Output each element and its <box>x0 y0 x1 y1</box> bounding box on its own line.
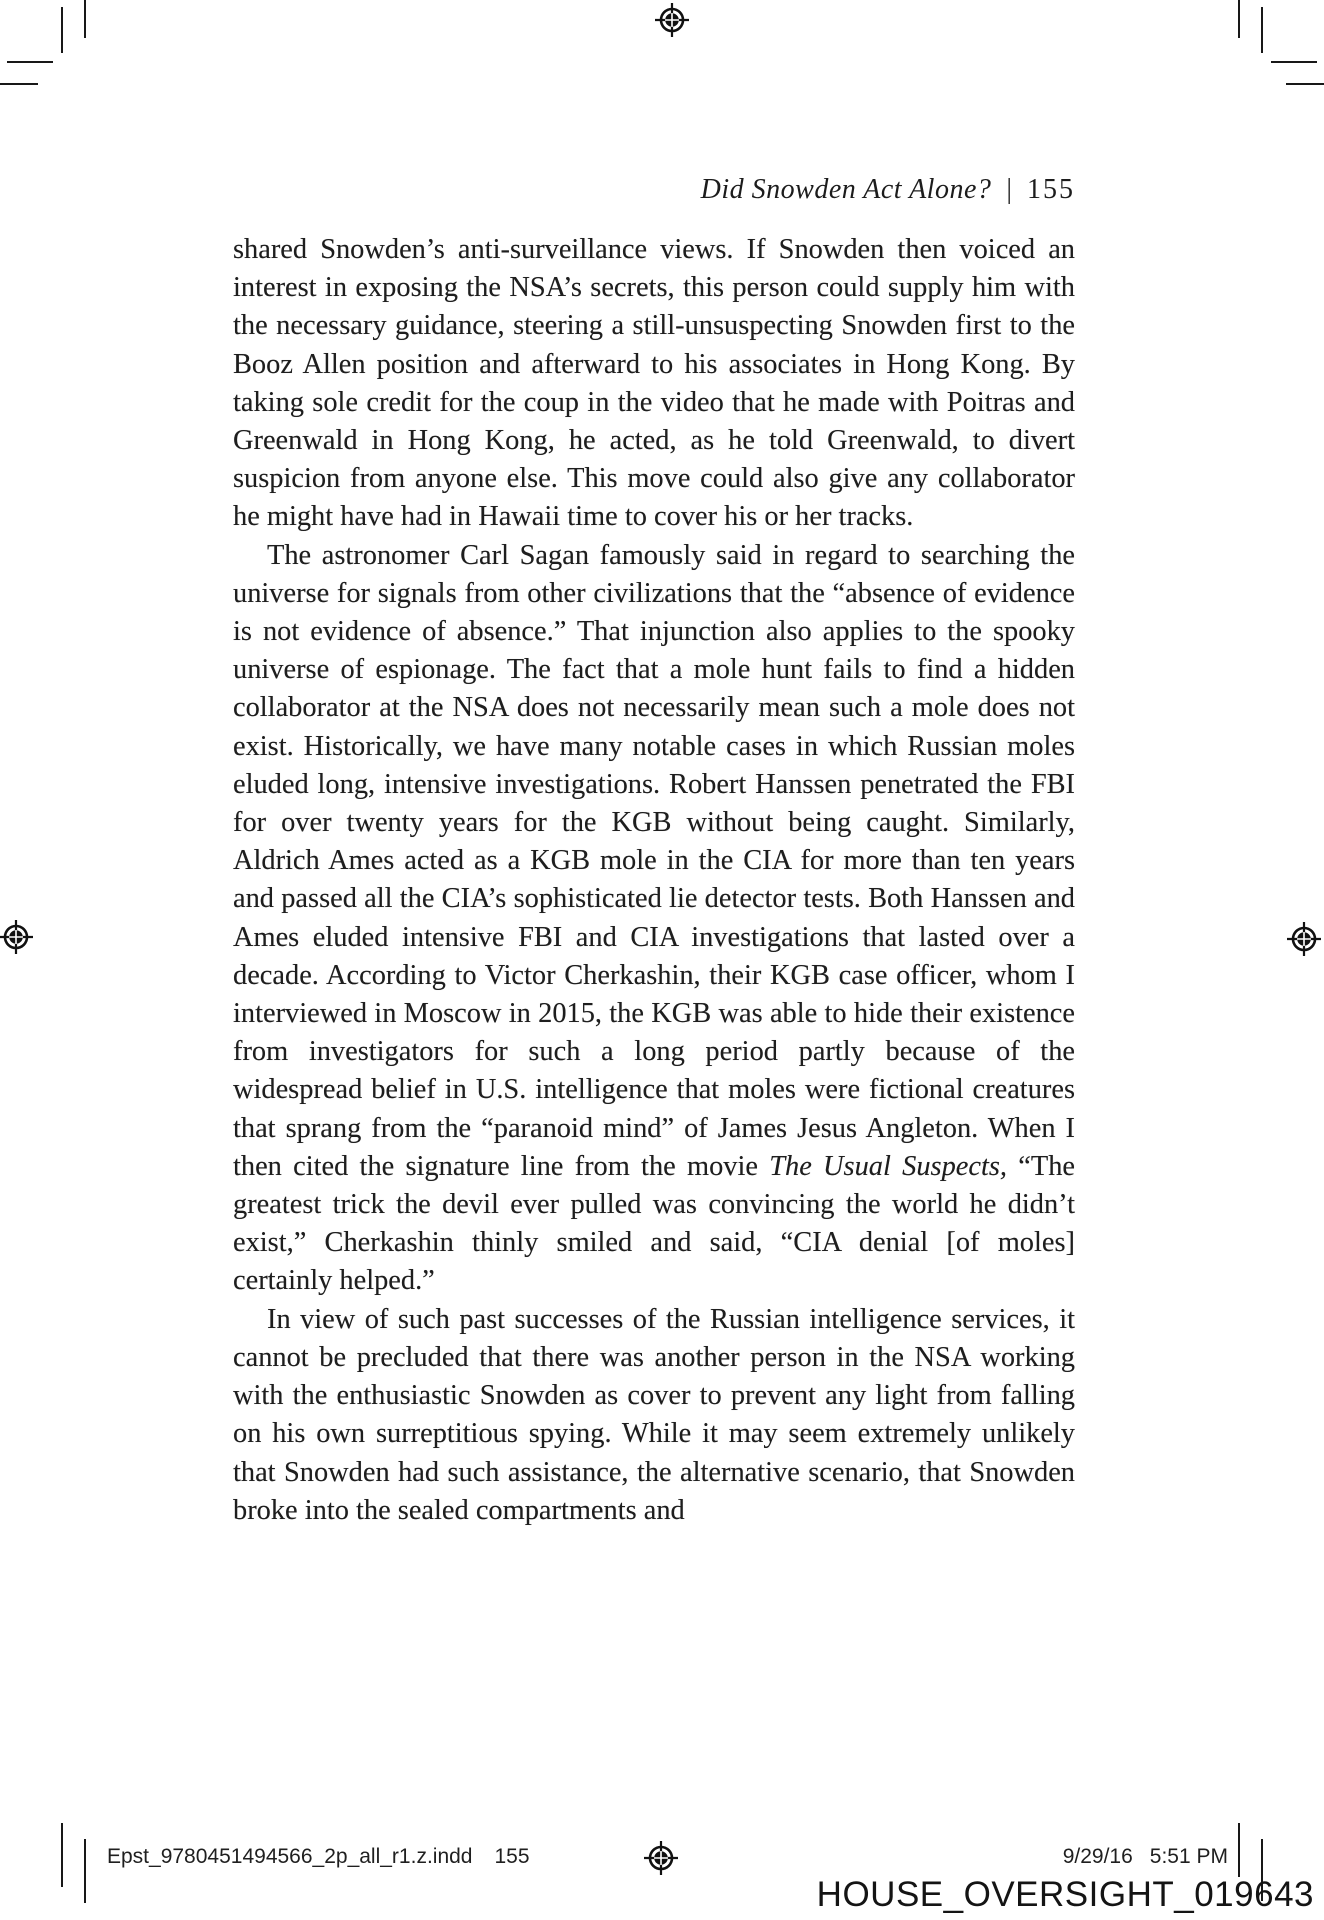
crop-mark <box>61 1823 63 1887</box>
crop-mark <box>1271 61 1317 63</box>
paragraph-text: “The greatest trick the devil ever pulled was convincing the world he didn’t exist,” Cherkashin thinly smiled and said, “CIA denial [of moles] certainly helped.” <box>233 1150 1076 1297</box>
bates-stamp: HOUSE_OVERSIGHT_019643 <box>816 1875 1314 1914</box>
crop-mark <box>84 1839 86 1903</box>
page-number: 155 <box>1027 174 1075 205</box>
registration-mark-icon <box>1287 922 1321 956</box>
crop-mark <box>61 7 63 53</box>
paragraph-text: shared Snowden’s anti-surveillance views. If Snowden then voiced an interest in exposing the NSA’s secrets, this person could supply him with the necessary guidance, steering a still-unsuspecting Snowden first to the Booz Allen position and afterward to his associates in Hong Kong. By taking sole credit for the coup in the video that he made with Poitras and Greenwald in Hong Kong, he acted, as he told Greenwald, to divert suspicion from anyone else. This move could also give any collaborator he might have had in Hawaii time to cover his or her tracks. <box>233 234 1075 533</box>
body-text <box>233 231 1075 1530</box>
paragraph-text: In view of such past successes of the Russian intelligence services, it cannot be precluded that there was another person in the NSA working with the enthusiastic Snowden as cover to prevent any light from falling on his own surreptitious spying. While it may seem extremely unlikely that Snowden had such assistance, the alternative scenario, that Snowden broke into the sealed compartments and <box>233 1303 1075 1526</box>
paragraph-text: The astronomer Carl Sagan famously said in regard to searching the universe for signals from other civilizations that the “absence of evidence is not evidence of absence.” That injunction also applies to the spooky universe of espionage. The fact that a mole hunt fails to find a hidden collaborator at the NSA does not necessarily mean such a mole does not exist. Historically, we have many notable cases in which Russian moles eluded long, intensive investigations. Robert Hanssen penetrated the FBI for over twenty years for the KGB without being caught. Similarly, Aldrich Ames acted as a KGB mole in the CIA for more than ten years and passed all the CIA’s sophisticated lie detector tests. Both Hanssen and Ames eluded intensive FBI and CIA investigations that lasted over a decade. According to Victor Cherkashin, their KGB case officer, whom I interviewed in Moscow in 2015, the KGB was able to hide their existence from investigators for such a long period partly because of the widespread belief in U.S. intelligence that moles were fictional creatures that sprang from the “paranoid mind” of James Jesus Angleton. When I then cited the signature line from the movie <box>233 539 1075 1182</box>
header-separator: | <box>1006 174 1012 205</box>
chapter-title: Did Snowden Act Alone? <box>700 174 992 205</box>
paragraph <box>233 537 1075 1301</box>
footer-time: 5:51 PM <box>1149 1845 1228 1868</box>
paragraph <box>233 231 1075 537</box>
footer-date: 9/29/16 <box>1062 1845 1133 1868</box>
registration-mark-icon <box>644 1841 678 1875</box>
footer-file-info: Epst_9780451494566_2p_all_r1.z.indd <box>107 1845 473 1868</box>
registration-mark-icon <box>0 920 33 954</box>
crop-mark <box>1261 7 1263 53</box>
registration-mark-icon <box>655 3 689 37</box>
footer-datetime <box>1063 1845 1228 1869</box>
crop-mark <box>84 0 86 38</box>
italic-text: The Usual Suspects, <box>769 1150 1008 1182</box>
paragraph <box>233 1301 1075 1530</box>
crop-mark <box>1238 0 1240 38</box>
running-head <box>701 174 1075 206</box>
footer-slug <box>107 1845 530 1869</box>
footer-page-number: 155 <box>494 1845 530 1868</box>
crop-mark <box>1286 83 1324 85</box>
crop-mark <box>1238 1823 1240 1877</box>
crop-mark <box>0 83 38 85</box>
crop-mark <box>7 61 53 63</box>
